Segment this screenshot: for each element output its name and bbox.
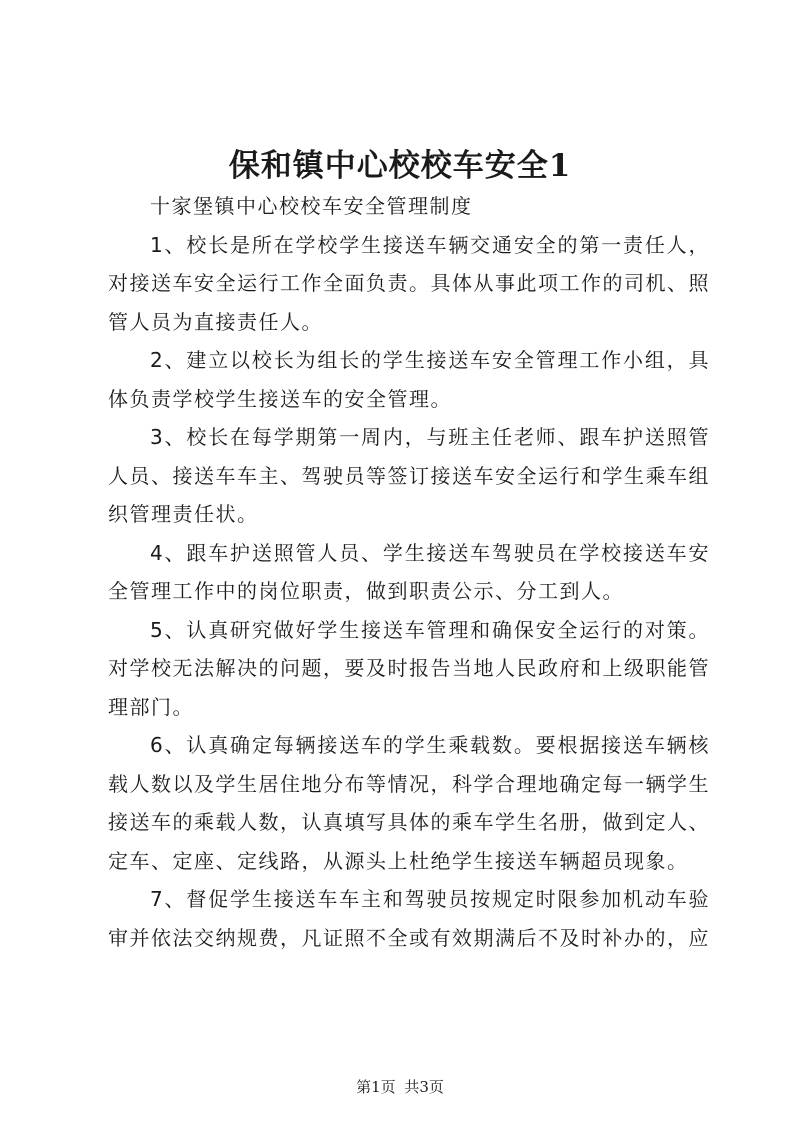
paragraph-7: 7、督促学生接送车车主和驾驶员按规定时限参加机动车验审并依法交纳规费，凡证照不全或有效期满后不及时补办的，应 [108, 887, 710, 950]
document-title: 保和镇中心校校车安全1 [228, 148, 572, 184]
page-footer: 第1页 共3页 [356, 1078, 444, 1096]
paragraph-6: 6、认真确定每辆接送车的学生乘载数。要根据接送车辆核载人数以及学生居住地分布等情况，科学合理地确定每一辆学生接送车的乘载人数，认真填写具体的乘车学生名册，做到定人、定车、定座、定线路，从源头上杜绝学生接送车辆超员现象。 [108, 733, 710, 873]
paragraph-5: 5、认真研究做好学生接送车管理和确保安全运行的对策。对学校无法解决的问题，要及时报告当地人民政府和上级职能管理部门。 [108, 617, 710, 719]
paragraph-1: 1、校长是所在学校学生接送车辆交通安全的第一责任人，对接送车安全运行工作全面负责。具体从事此项工作的司机、照管人员为直接责任人。 [108, 232, 710, 334]
paragraph-2: 2、建立以校长为组长的学生接送车安全管理工作小组，具体负责学校学生接送车的安全管理。 [108, 348, 710, 411]
paragraph-4: 4、跟车护送照管人员、学生接送车驾驶员在学校接送车安全管理工作中的岗位职责，做到职责公示、分工到人。 [108, 540, 710, 603]
document-subtitle: 十家堡镇中心校校车安全管理制度 [150, 194, 473, 218]
document-body [108, 187, 710, 957]
paragraph-3: 3、校长在每学期第一周内，与班主任老师、跟车护送照管人员、接送车车主、驾驶员等签订接送车安全运行和学生乘车组织管理责任状。 [108, 425, 710, 526]
